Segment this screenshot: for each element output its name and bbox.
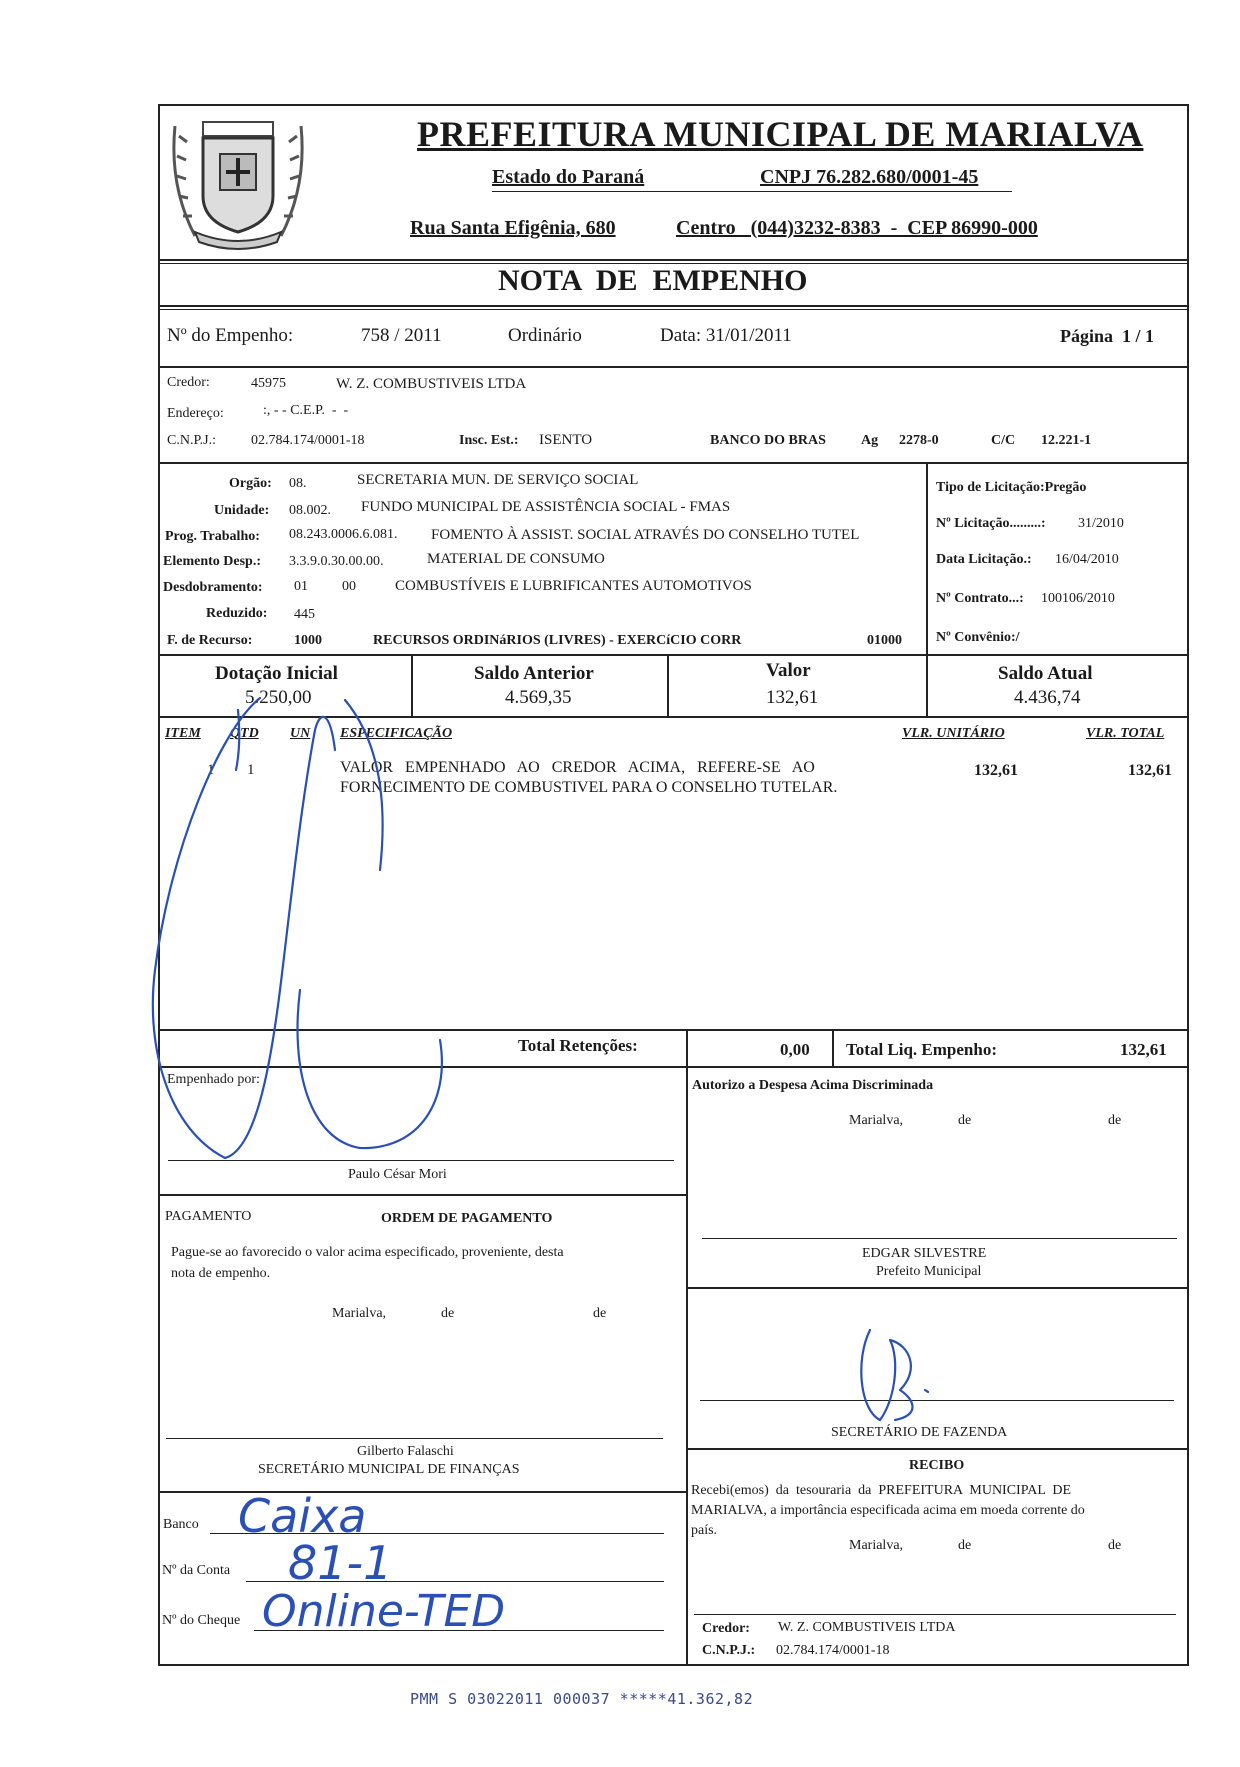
recibo-de1: de: [958, 1538, 972, 1553]
desdob-label: Desdobramento:: [163, 580, 263, 595]
pagamento-title: ORDEM DE PAGAMENTO: [381, 1211, 553, 1226]
autorizo-de2: de: [1108, 1113, 1122, 1128]
fazenda-role: SECRETÁRIO DE FAZENDA: [831, 1425, 1008, 1440]
recibo-de2: de: [1108, 1538, 1122, 1553]
reduzido-label: Reduzido:: [206, 606, 268, 621]
unidade-label: Unidade:: [214, 503, 270, 518]
orgao-name: SECRETARIA MUN. DE SERVIÇO SOCIAL: [357, 472, 639, 488]
cheque-value: Online-TED: [262, 1586, 506, 1637]
divider: [686, 1029, 688, 1066]
signature-line: [702, 1238, 1177, 1239]
header-street: Rua Santa Efigênia, 680: [410, 217, 616, 239]
col-un: UN: [290, 726, 311, 741]
valor-label: Valor: [766, 660, 811, 681]
liquido-label: Total Liq. Empenho:: [846, 1040, 997, 1059]
pagamento-city: Marialva,: [332, 1306, 387, 1321]
licitacao-data-label: Data Licitação.:: [936, 552, 1032, 567]
banco-label: Banco: [163, 1517, 199, 1532]
pagamento-de2: de: [593, 1306, 607, 1321]
licitacao-numero-label: Nº Licitação.........:: [936, 516, 1046, 531]
prefeito-name: EDGAR SILVESTRE: [862, 1246, 987, 1261]
recibo-line1: Recebi(emos) da tesouraria da PREFEITURA MUNICIPAL DE: [691, 1483, 1072, 1498]
prog-code: 08.243.0006.6.081.: [289, 527, 398, 542]
doc-title: NOTA DE EMPENHO: [498, 264, 808, 297]
divider: [158, 462, 1189, 464]
valor-value: 132,61: [766, 687, 819, 708]
divider: [926, 462, 928, 654]
recurso-label: F. de Recurso:: [167, 633, 253, 648]
credor-cnpj-value: 02.784.174/0001-18: [251, 433, 365, 448]
empenho-label: Nº do Empenho:: [167, 325, 294, 346]
handwritten-initials: [850, 1320, 940, 1430]
divider: [686, 1066, 688, 1666]
empenho-page: Página 1 / 1: [1060, 326, 1155, 346]
divider: [832, 1029, 834, 1066]
pagamento-label: PAGAMENTO: [165, 1209, 252, 1224]
pagamento-de1: de: [441, 1306, 455, 1321]
licitacao-convenio: Nº Convênio:/: [936, 630, 1020, 645]
municipal-crest-logo: [165, 106, 311, 256]
header-address-rest: Centro (044)3232-8383 - CEP 86990-000: [676, 217, 1038, 239]
desdob-name: COMBUSTÍVEIS E LUBRIFICANTES AUTOMOTIVOS: [395, 578, 752, 594]
divider: [667, 654, 669, 716]
header-title: PREFEITURA MUNICIPAL DE MARIALVA: [417, 114, 1144, 154]
recibo-cnpj-label: C.N.P.J.:: [702, 1643, 756, 1658]
credor-cc-label: C/C: [991, 433, 1016, 448]
licitacao-data-value: 16/04/2010: [1055, 552, 1119, 567]
conta-label: Nº da Conta: [162, 1563, 231, 1578]
recibo-line2: MARIALVA, a importância especificada acima em moeda corrente do: [691, 1503, 1085, 1518]
prog-name: FOMENTO À ASSIST. SOCIAL ATRAVÉS DO CONSELHO TUTEL: [431, 527, 860, 543]
pagamento-text1: Pague-se ao favorecido o valor acima especificado, proveniente, desta: [171, 1245, 564, 1260]
item-vlr-unitario: 132,61: [974, 762, 1018, 779]
desdob-a: 01: [294, 579, 308, 594]
signature-line: [166, 1438, 663, 1439]
autorizo-label: Autorizo a Despesa Acima Discriminada: [692, 1078, 934, 1093]
divider: [158, 366, 1189, 368]
recurso-name: RECURSOS ORDINáRIOS (LIVRES) - EXERCíCIO CORR: [373, 633, 742, 648]
autorizo-city: Marialva,: [849, 1113, 904, 1128]
saldo-atual-label: Saldo Atual: [998, 663, 1093, 684]
credor-insc-label: Insc. Est.:: [459, 433, 519, 448]
divider: [926, 654, 928, 716]
pagamento-text2: nota de empenho.: [171, 1266, 271, 1281]
reduzido-value: 445: [294, 607, 315, 622]
licitacao-contrato-label: Nº Contrato...:: [936, 591, 1024, 606]
divider: [158, 305, 1189, 307]
handwritten-signature: [140, 690, 460, 1170]
credor-name: W. Z. COMBUSTIVEIS LTDA: [336, 376, 527, 392]
recibo-credor-label: Credor:: [702, 1621, 750, 1636]
item-vlr-total: 132,61: [1128, 762, 1172, 779]
item-description-line1: VALOR EMPENHADO AO CREDOR ACIMA, REFERE-SE AO: [340, 759, 815, 776]
recibo-title: RECIBO: [909, 1458, 965, 1473]
col-vlr-unitario: VLR. UNITÁRIO: [902, 726, 1005, 741]
dotacao-inicial-value: 5.250,00: [245, 687, 312, 708]
licitacao-contrato-value: 100106/2010: [1041, 591, 1115, 606]
empenho-type: Ordinário: [508, 325, 582, 346]
saldo-anterior-value: 4.569,35: [505, 687, 572, 708]
autorizo-de1: de: [958, 1113, 972, 1128]
col-vlr-total: VLR. TOTAL: [1086, 726, 1165, 741]
recibo-city: Marialva,: [849, 1538, 904, 1553]
divider: [158, 654, 1189, 656]
recibo-cnpj-value: 02.784.174/0001-18: [776, 1643, 890, 1658]
credor-insc-value: ISENTO: [539, 432, 593, 448]
liquido-value: 132,61: [1120, 1040, 1167, 1059]
recurso-code2: 01000: [867, 633, 902, 648]
header-state: Estado do Paraná: [492, 166, 645, 188]
col-especificacao: ESPECIFICAÇÃO: [340, 726, 453, 741]
retencoes-value: 0,00: [780, 1040, 810, 1059]
credor-label: Credor:: [167, 375, 210, 390]
empenhado-label: Empenhado por:: [167, 1072, 260, 1087]
header-state-rule: [492, 191, 1012, 192]
elemento-name: MATERIAL DE CONSUMO: [427, 551, 605, 567]
divider: [158, 259, 1189, 261]
orgao-label: Orgão:: [229, 476, 272, 491]
credor-bank: BANCO DO BRAS: [710, 433, 826, 448]
item-description-line2: FORNECIMENTO DE COMBUSTIVEL PARA O CONSELHO TUTELAR.: [340, 779, 838, 796]
licitacao-tipo: Tipo de Licitação:Pregão: [936, 480, 1087, 495]
empenho-number: 758 / 2011: [361, 325, 442, 346]
empenhado-name: Paulo César Mori: [348, 1167, 447, 1182]
recibo-line3: país.: [691, 1523, 718, 1538]
desdob-b: 00: [342, 579, 356, 594]
retencoes-label: Total Retenções:: [518, 1036, 638, 1055]
col-qtd: QTD: [230, 726, 259, 741]
prog-label: Prog. Trabalho:: [165, 529, 260, 544]
recibo-credor-value: W. Z. COMBUSTIVEIS LTDA: [778, 1620, 956, 1635]
saldo-atual-value: 4.436,74: [1014, 687, 1081, 708]
financas-role: SECRETÁRIO MUNICIPAL DE FINANÇAS: [258, 1462, 520, 1477]
cheque-label: Nº do Cheque: [162, 1613, 241, 1628]
unidade-code: 08.002.: [289, 503, 331, 518]
dotacao-inicial-label: Dotação Inicial: [215, 663, 338, 684]
divider: [158, 1194, 686, 1196]
credor-ag-label: Ag: [861, 433, 879, 448]
unidade-name: FUNDO MUNICIPAL DE ASSISTÊNCIA SOCIAL - FMAS: [361, 499, 731, 515]
financas-name: Gilberto Falaschi: [357, 1444, 454, 1459]
elemento-code: 3.3.9.0.30.00.00.: [289, 554, 384, 569]
empenho-date: Data: 31/01/2011: [660, 325, 792, 346]
orgao-code: 08.: [289, 476, 307, 491]
col-item: ITEM: [165, 726, 201, 741]
item-number: 1: [207, 762, 215, 778]
divider: [686, 1287, 1189, 1289]
prefeito-role: Prefeito Municipal: [876, 1264, 982, 1279]
recurso-code: 1000: [294, 633, 322, 648]
credor-ag-value: 2278-0: [899, 433, 939, 448]
credor-address-value: :, - - C.E.P. - -: [263, 403, 349, 418]
item-qtd: 1: [247, 762, 255, 778]
header-cnpj: CNPJ 76.282.680/0001-45: [760, 166, 979, 188]
bank-stamp: PMM S 03022011 000037 *****41.362,82: [410, 1690, 754, 1708]
credor-address-label: Endereço:: [167, 406, 224, 421]
conta-value: 81-1: [288, 1536, 393, 1590]
signature-line: [694, 1614, 1176, 1615]
divider: [686, 1448, 1189, 1450]
credor-cnpj-label: C.N.P.J.:: [167, 433, 217, 448]
credor-code: 45975: [251, 376, 286, 391]
banco-value: Caixa: [238, 1489, 367, 1543]
saldo-anterior-label: Saldo Anterior: [474, 663, 594, 684]
divider: [158, 309, 1189, 310]
licitacao-numero-value: 31/2010: [1078, 516, 1124, 531]
credor-cc-value: 12.221-1: [1041, 433, 1092, 448]
elemento-label: Elemento Desp.:: [163, 554, 261, 569]
